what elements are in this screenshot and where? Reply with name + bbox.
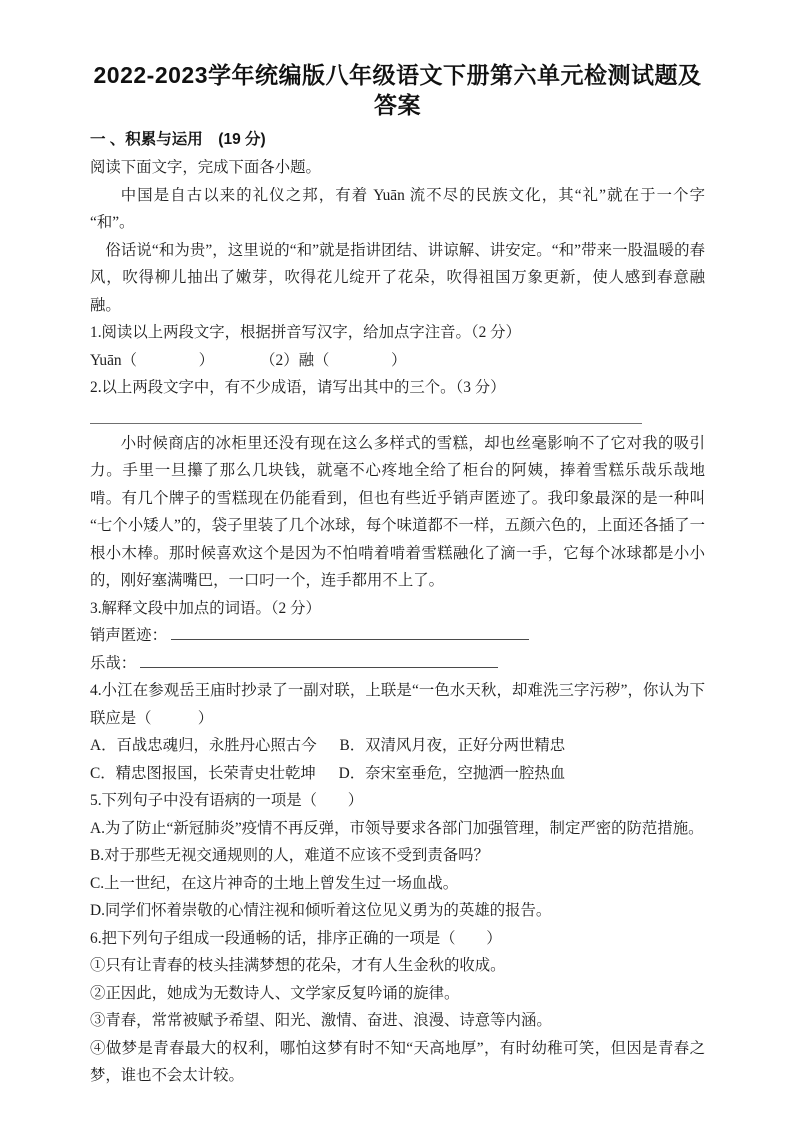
question-1-text: 1.阅读以上两段文字，根据拼音写汉字，给加点字注音。（2 分）	[90, 324, 521, 341]
question-5-option-d: D.同学们怀着崇敬的心情注视和倾听着这位见义勇为的英雄的报告。	[90, 902, 552, 919]
question-3-term-1-label: 销声匿迹：	[90, 627, 167, 644]
question-4-options-row-1	[90, 732, 705, 760]
question-3-term-2-label: 乐哉：	[90, 654, 137, 672]
question-4-option-d: D．奈宋室垂危，空抛洒一腔热血	[338, 764, 566, 782]
question-3-term-2-blank	[140, 654, 498, 668]
question-3-term-1-row	[90, 622, 705, 650]
reading-instruction: 阅读下面文字，完成下面各小题。	[90, 159, 321, 176]
question-4-option-c: C．精忠图报国，长荣青史壮乾坤	[90, 764, 316, 782]
question-6-sentence-2: ②正因此，她成为无数诗人、文学家反复吟诵的旋律。	[90, 984, 460, 1002]
question-6-sentence-1: ①只有让青春的枝头挂满梦想的花朵，才有人生金秋的收成。	[90, 957, 506, 974]
question-4-options-row-2	[90, 760, 705, 788]
question-4-text: 4.小江在参观岳王庙时抄录了一副对联，上联是“一色水天秋，却难洗三字污秽”，你认为下联应是（ ）	[90, 682, 705, 727]
passage2-paragraph: 小时候商店的冰柜里还没有现在这么多样式的雪糕，却也丝毫影响不了它对我的吸引力。手里一旦攥了那么几块钱，就毫不心疼地全给了柜台的阿姨，捧着雪糕乐哉乐哉地啃。有几个牌子的雪糕现在仍能看到，但也有些近乎销声匿迹了。我印象最深的是一种叫“七个小矮人”的，袋子里装了几个冰球，每个味道都不一样，五颜六色的，上面还各插了一根小木棒。那时候喜欢这个是因为不怕啃着啃着雪糕融化了滴一手，它每个冰球都是小小的，刚好塞满嘴巴，一口叼一个，连手都用不上了。	[90, 434, 705, 589]
question-5-option-b: B.对于那些无视交通规则的人，难道不应该不受到责备吗？	[90, 847, 489, 864]
question-3-term-2-row	[90, 650, 705, 678]
passage1-paragraph-2: 俗话说“和为贵”，这里说的“和”就是指讲团结、讲谅解、讲安定。“和”带来一股温暖的春风，吹得柳儿抽出了嫩芽，吹得花儿绽开了花朵，吹得祖国万象更新，使人感到春意融融。	[90, 241, 705, 314]
question-6-sentence-4: ④做梦是青春最大的权利，哪怕这梦有时不知“天高地厚”，有时幼稚可笑，但因是青春之梦，谁也不会太计较。	[90, 1039, 705, 1084]
section-one-heading: 一 、积累与运用 (19 分)	[90, 131, 266, 148]
question-2-answer-line	[90, 402, 642, 424]
question-2-text: 2.以上两段文字中，有不少成语，请写出其中的三个。（3 分）	[90, 379, 506, 396]
question-6-text: 6.把下列句子组成一段通畅的话，排序正确的一项是（ ）	[90, 929, 502, 947]
question-4-option-a: A．百战忠魂归，永胜丹心照古今	[90, 737, 317, 754]
passage1-paragraph-1: 中国是自古以来的礼仪之邦，有着 Yuān 流不尽的民族文化，其“礼”就在于一个字“和”。	[90, 186, 705, 231]
question-3-text: 3.解释文段中加点的词语。（2 分）	[90, 599, 321, 617]
question-5-option-c: C.上一世纪，在这片神奇的土地上曾发生过一场血战。	[90, 874, 459, 892]
question-1-answer-blanks: Yuān（ ） （2）融（ ）	[90, 351, 407, 369]
question-5-option-a: A.为了防止“新冠肺炎”疫情不再反弹，市领导要求各部门加强管理，制定严密的防范措施。	[90, 819, 704, 837]
question-6-sentence-3: ③青春，常常被赋予希望、阳光、激情、奋进、浪漫、诗意等内涵。	[90, 1012, 552, 1029]
question-5-text: 5.下列句子中没有语病的一项是（ ）	[90, 792, 364, 809]
document-title: 2022-2023学年统编版八年级语文下册第六单元检测试题及答案	[93, 62, 702, 118]
question-4-option-b: B．双清风月夜，正好分两世精忠	[339, 737, 566, 754]
question-3-term-1-blank	[171, 626, 529, 640]
